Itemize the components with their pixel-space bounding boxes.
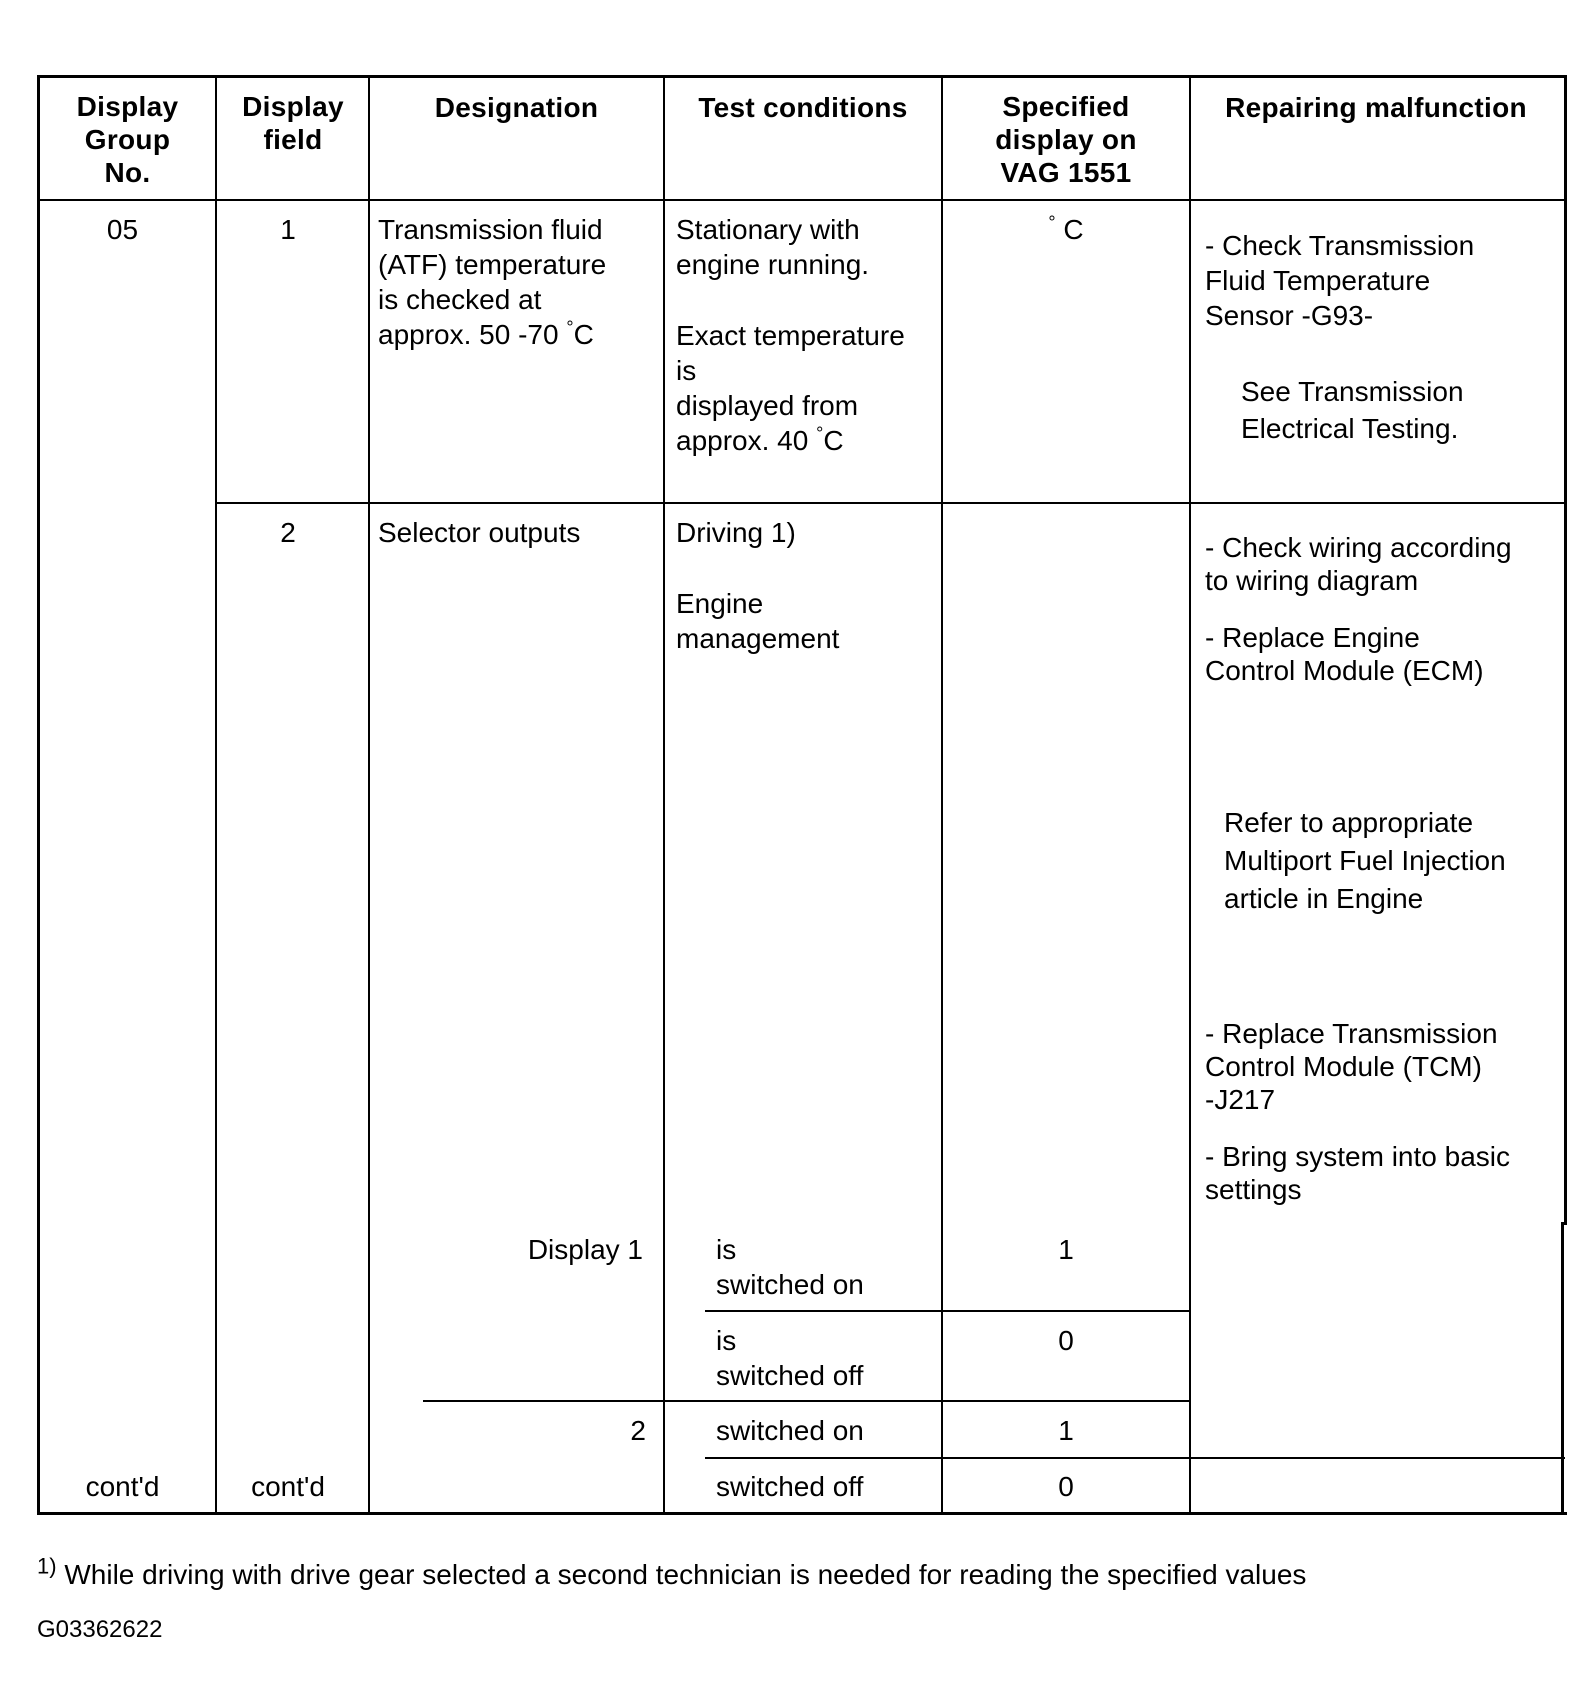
row2-repair-line9: settings bbox=[1205, 1174, 1302, 1205]
row2-repair-ref-line3: article in Engine bbox=[1224, 883, 1424, 914]
row2-repair-line6: Control Module (TCM) bbox=[1205, 1051, 1482, 1082]
col-sep-1 bbox=[215, 75, 217, 1514]
table-top-border bbox=[37, 75, 1567, 78]
header-field-line1: Display bbox=[242, 91, 344, 122]
row1-test-conditions bbox=[676, 212, 905, 458]
row2-repair-line5: - Replace Transmission bbox=[1205, 1018, 1498, 1049]
figure-code: G03362622 bbox=[37, 1616, 163, 1643]
col-sep-5 bbox=[1189, 75, 1191, 1514]
row1-test-line4: is bbox=[676, 355, 697, 386]
row-divider-1 bbox=[215, 502, 1565, 504]
row2-repair-line2: to wiring diagram bbox=[1205, 565, 1419, 596]
row1-test-line2: engine running. bbox=[676, 249, 870, 280]
display2-switched-on: switched on bbox=[716, 1415, 864, 1446]
row2-repair-group1 bbox=[1205, 531, 1512, 687]
row1-group-no: 05 bbox=[106, 214, 139, 245]
col-sep-2 bbox=[368, 75, 370, 1514]
header-specified-line2: display on bbox=[995, 124, 1137, 155]
table-bottom-border bbox=[37, 1512, 1567, 1515]
row1-designation bbox=[378, 212, 606, 352]
header-field-line2: field bbox=[263, 124, 323, 155]
row2-test-line3: management bbox=[676, 623, 840, 654]
footnote-text: While driving with drive gear selected a second technician is needed for reading the specified values bbox=[64, 1559, 1307, 1590]
subrow-line-2a bbox=[423, 1400, 665, 1402]
header-group-line2: Group bbox=[84, 124, 171, 155]
footnote bbox=[37, 1553, 1307, 1592]
header-specified-line3: VAG 1551 bbox=[1000, 157, 1132, 188]
row2-repair-reference bbox=[1224, 804, 1506, 918]
display2-off-value: 0 bbox=[1058, 1471, 1074, 1502]
header-display-field bbox=[218, 90, 368, 156]
row1-test-line6: approx. 40 °C bbox=[676, 423, 844, 456]
contd-group: cont'd bbox=[85, 1471, 160, 1502]
header-test-conditions: Test conditions bbox=[698, 92, 908, 123]
row2-repair-line8: - Bring system into basic bbox=[1205, 1141, 1510, 1172]
display1-switched-on: is switched on bbox=[716, 1234, 864, 1300]
subrow-line-3 bbox=[705, 1457, 1565, 1459]
row1-repair-line1: - Check Transmission bbox=[1205, 230, 1475, 261]
table-right-border-top bbox=[1564, 75, 1567, 1225]
display2-switched-off: switched off bbox=[716, 1471, 864, 1502]
header-group-line1: Display bbox=[76, 91, 179, 122]
row2-repair-group2 bbox=[1205, 1017, 1510, 1206]
header-specified-line1: Specified bbox=[1002, 91, 1130, 122]
header-designation: Designation bbox=[434, 92, 599, 123]
display2-label: 2 bbox=[630, 1415, 646, 1446]
header-repairing-malfunction: Repairing malfunction bbox=[1225, 92, 1527, 123]
col-sep-4 bbox=[941, 75, 943, 1514]
row1-specified-display: ° C bbox=[1048, 212, 1084, 245]
row1-test-line1: Stationary with bbox=[676, 214, 860, 245]
row2-repair-line4: Control Module (ECM) bbox=[1205, 655, 1484, 686]
display1-off-value: 0 bbox=[1058, 1325, 1074, 1356]
row2-designation: Selector outputs bbox=[378, 517, 581, 548]
col-sep-3 bbox=[663, 75, 665, 1514]
footnote-marker: 1) bbox=[37, 1553, 57, 1579]
table-left-border bbox=[37, 75, 40, 1514]
row1-designation-line1: Transmission fluid bbox=[378, 214, 603, 245]
row2-repair-line3: - Replace Engine bbox=[1205, 622, 1420, 653]
contd-field: cont'd bbox=[251, 1471, 325, 1502]
row1-repair bbox=[1205, 228, 1474, 333]
header-group-line3: No. bbox=[104, 157, 151, 188]
row2-test-line2: Engine bbox=[676, 588, 764, 619]
header-divider bbox=[37, 199, 1567, 201]
display1-label: Display 1 bbox=[527, 1234, 643, 1265]
row2-repair-line1: - Check wiring according bbox=[1205, 532, 1512, 563]
header-specified-display bbox=[943, 90, 1189, 189]
display2-on-value: 1 bbox=[1058, 1415, 1074, 1446]
subrow-line-2b bbox=[663, 1400, 1191, 1402]
display1-switched-off: is switched off bbox=[716, 1325, 864, 1391]
table-right-border-bottom bbox=[1561, 1222, 1564, 1514]
row1-designation-line2: (ATF) temperature bbox=[378, 249, 607, 280]
header-group-no bbox=[40, 90, 215, 189]
row1-designation-line3: is checked at bbox=[378, 284, 542, 315]
row2-repair-line7: -J217 bbox=[1205, 1084, 1276, 1115]
row1-repair-ref-line2: Electrical Testing. bbox=[1241, 413, 1459, 444]
row2-test-line1: Driving 1) bbox=[676, 517, 796, 548]
row1-repair-line2: Fluid Temperature bbox=[1205, 265, 1431, 296]
row2-display-field: 2 bbox=[280, 517, 296, 548]
display1-on-value: 1 bbox=[1058, 1234, 1074, 1265]
row2-test-conditions bbox=[676, 515, 839, 656]
row1-repair-ref-line1: See Transmission bbox=[1241, 376, 1464, 407]
row1-repair-line3: Sensor -G93- bbox=[1205, 300, 1374, 331]
row1-test-line3: Exact temperature bbox=[676, 320, 905, 351]
row2-repair-ref-line1: Refer to appropriate bbox=[1224, 807, 1474, 838]
row2-repair-ref-line2: Multiport Fuel Injection bbox=[1224, 845, 1506, 876]
row1-repair-reference bbox=[1241, 373, 1464, 447]
row1-display-field: 1 bbox=[280, 214, 296, 245]
row1-designation-line4: approx. 50 -70 °C bbox=[378, 317, 594, 350]
subrow-line-1 bbox=[705, 1310, 1191, 1312]
row1-test-line5: displayed from bbox=[676, 390, 859, 421]
